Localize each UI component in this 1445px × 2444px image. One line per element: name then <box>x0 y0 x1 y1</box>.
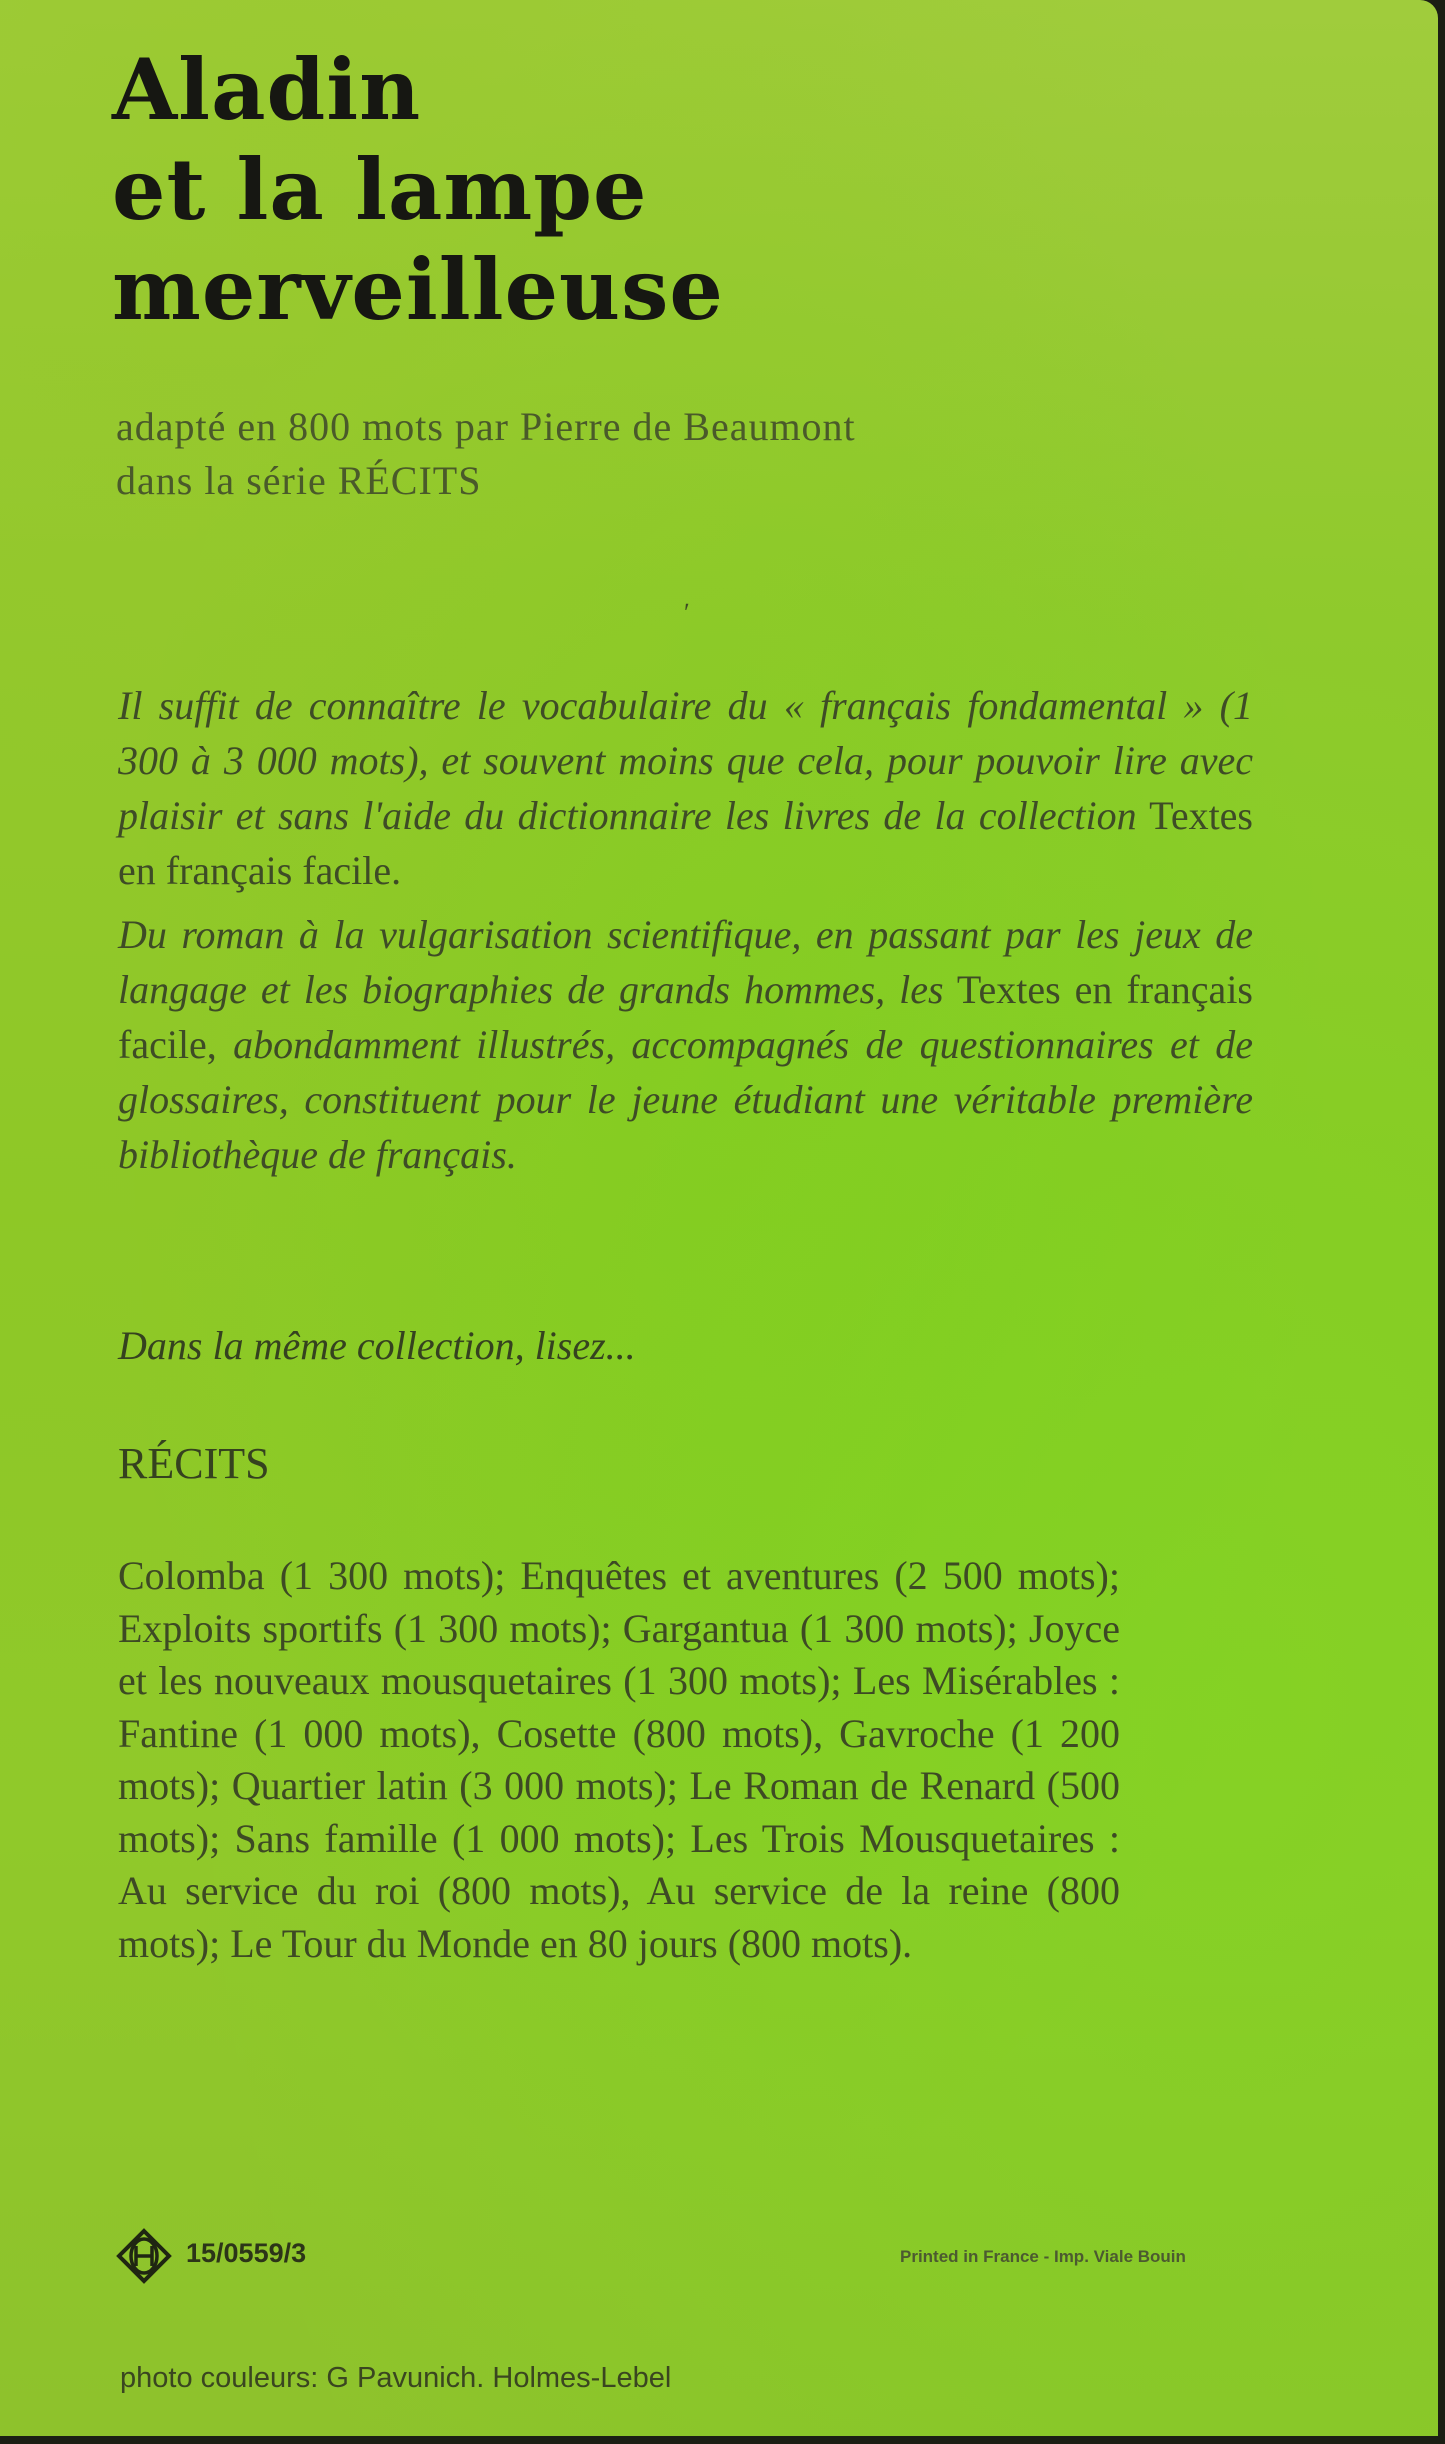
printer-credit: Printed in France - Imp. Viale Bouin <box>900 2247 1186 2266</box>
subtitle-line-2: dans la série RÉCITS <box>116 458 482 503</box>
collection-name-2: Textes en français facile, <box>118 967 1253 1067</box>
same-collection-heading: Dans la même collection, lisez... <box>118 1323 636 1368</box>
blurb-paragraph-2 <box>118 907 1253 1182</box>
print-mark: ʹ <box>684 598 690 627</box>
series-book-list: Colomba (1 300 mots); Enquêtes et aventures (2 500 mots); Exploits sportifs (1 300 mots); Gargantua (1 300 mots); Joyce et les nouveaux mousquetaires (1 300 mots); Les Misérables : Fantine (1 000 mots), Cosette (800 mots), Gavroche (1 200 mots); Quartier latin (3 000 mots); Le Roman de Renard (500 mots); Sans famille (1 000 mots); Les Trois Mousquetaires : Au service du roi (800 mots), Au service de la reine (800 mots); Le Tour du Monde en 80 jours (800 mots). <box>118 1553 1120 1966</box>
blurb-p2-italic-a: Du roman à la vulgarisation scientifique, en passant par les jeux de langage et les biographies de grands hommes, les <box>118 912 1253 1012</box>
series-heading: RÉCITS <box>118 1439 270 1488</box>
adaptation-credit <box>116 400 1116 508</box>
book-title <box>112 40 1012 340</box>
catalog-code: 15/0559/3 <box>186 2238 307 2268</box>
blurb-paragraph-1 <box>118 678 1253 898</box>
blurb-p1-italic: Il suffit de connaître le vocabulaire du « français fondamental » (1 300 à 3 000 mots), et souvent moins que cela, pour pouvoir lire avec plaisir et sans l'aide du dictionnaire les livres de la collection <box>118 683 1253 838</box>
subtitle-line-1: adapté en 800 mots par Pierre de Beaumont <box>116 404 856 449</box>
blurb-p2-italic-b: abondamment illustrés, accompagnés de questionnaires et de glossaires, constituent pour le jeune étudiant une véritable première bibliothèque de français. <box>118 1022 1254 1177</box>
title-line-1: Aladin <box>112 40 422 139</box>
collection-name: Textes en français facile. <box>118 793 1253 893</box>
title-line-2: et la lampe <box>112 140 648 239</box>
hachette-hexagon-logo-icon <box>116 2228 172 2284</box>
title-line-3: merveilleuse <box>112 240 724 339</box>
photo-credit: photo couleurs: G Pavunich. Holmes-Lebel <box>120 2362 672 2394</box>
